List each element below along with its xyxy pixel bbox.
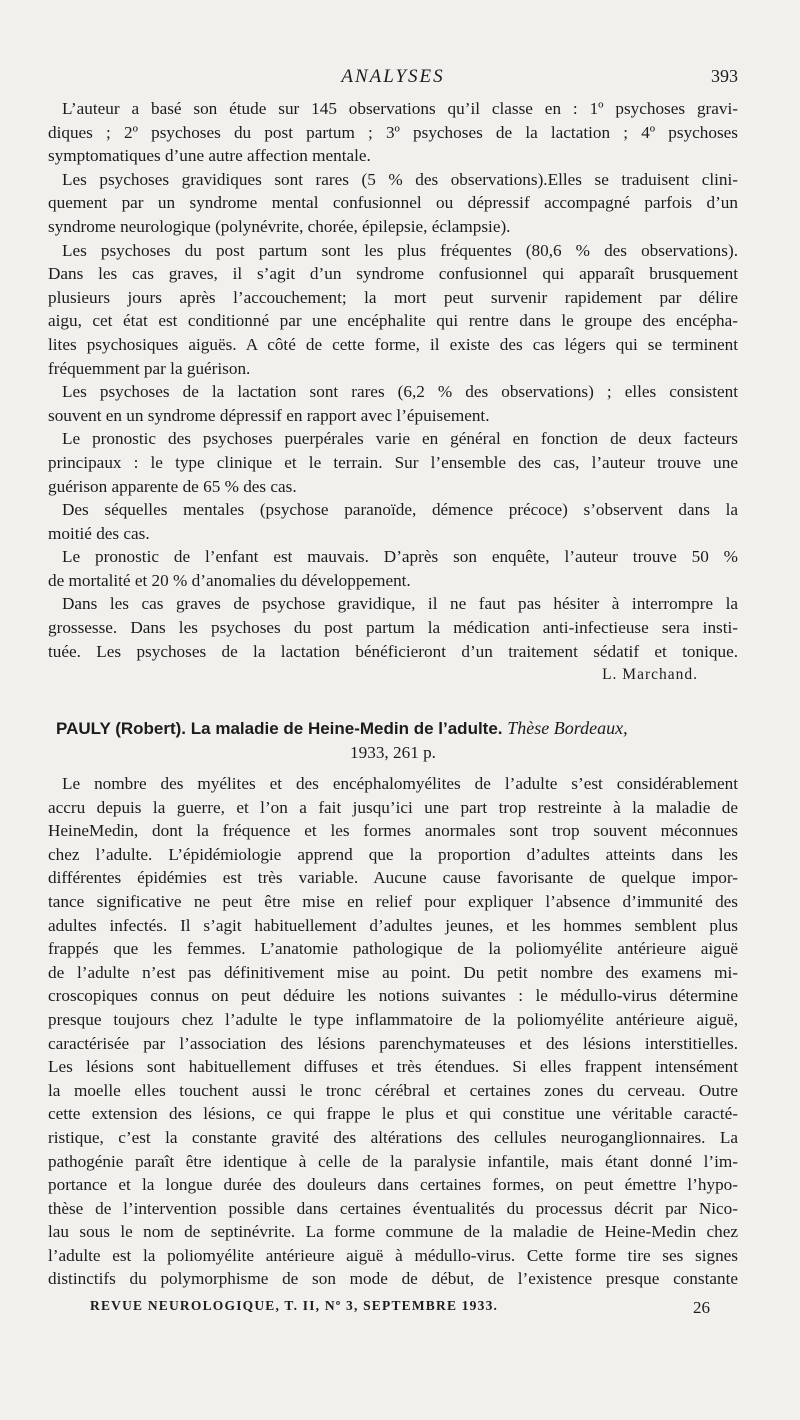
text-line: presque toujours chez l’adulte le type inflammatoire de la poliomyélite antérieure aiguë, bbox=[48, 1009, 738, 1029]
text-line: la moelle elles touchent aussi le tronc cérébral et certaines zones du cerveau. Outre bbox=[48, 1080, 738, 1100]
text-line: moitié des cas. bbox=[48, 523, 150, 543]
author-name: PAULY (Robert). bbox=[56, 719, 187, 738]
text-line: guérison apparente de 65 % des cas. bbox=[48, 476, 297, 496]
text-line: syndrome neurologique (polynévrite, chorée, épilepsie, éclampsie). bbox=[48, 216, 511, 236]
text-line: fréquemment par la guérison. bbox=[48, 358, 251, 378]
text-line: thèse de l’intervention possible dans certaines éventualités du processus décrit par Nico- bbox=[48, 1198, 738, 1218]
review-psychoses-puerperales bbox=[48, 97, 738, 687]
text-line: Le pronostic de l’enfant est mauvais. D’après son enquête, l’auteur trouve 50 % bbox=[62, 547, 738, 567]
text-line: chez l’adulte. L’épidémiologie apprend que la proportion d’adultes atteints dans les bbox=[48, 844, 738, 864]
text-line: frappés que les femmes. L’anatomie pathologique de la poliomyélite antérieure aiguë bbox=[48, 939, 738, 959]
text-line: Des séquelles mentales (psychose paranoïde, démence précoce) s’observent dans la bbox=[62, 500, 738, 520]
text-line: L’auteur a basé son étude sur 145 observations qu’il classe en : 1º psychoses gravi- bbox=[62, 99, 738, 118]
text-line: l’adulte est la poliomyélite antérieure aiguë à médullo-virus. Cette forme tire ses signes bbox=[48, 1245, 738, 1265]
signature-number: 26 bbox=[693, 1298, 710, 1317]
text-line: caractérisée par l’association des lésions parenchymateuses et des lésions interstitielles. bbox=[48, 1033, 738, 1053]
running-title: ANALYSES bbox=[341, 66, 445, 87]
page-number: 393 bbox=[711, 66, 738, 86]
text-line: portance et la longue durée des douleurs dans certaines formes, on peut émettre l’hypo- bbox=[48, 1175, 738, 1195]
text-line: de mortalité et 20 % d’anomalies du développement. bbox=[48, 570, 411, 590]
text-line: accru depuis la guerre, et l’on a fait jusqu’ici une part trop restreinte à la maladie de bbox=[48, 797, 738, 817]
text-line: HeineMedin, dont la fréquence et les formes anormales sont trop souvent méconnues bbox=[48, 821, 738, 841]
text-line: Les psychoses du post partum sont les plus fréquentes (80,6 % des observations). bbox=[62, 240, 738, 260]
text-line: de l’adulte n’est pas définitivement mise au point. Du petit nombre des examens mi- bbox=[48, 962, 738, 982]
text-line: lites psychosiques aiguës. A côté de cette forme, il existe des cas légers qui se terminent bbox=[48, 334, 738, 354]
text-line: croscopiques connus on peut déduire les notions suivantes : le médullo-virus détermine bbox=[48, 986, 738, 1006]
text-line: principaux : le type clinique et le terrain. Sur l’ensemble des cas, l’auteur trouve une bbox=[48, 452, 738, 472]
review-heading bbox=[48, 715, 738, 765]
text-line: plusieurs jours après l’accouchement; la mort peut survenir rapidement par délire bbox=[48, 287, 738, 307]
text-line: diques ; 2º psychoses du post partum ; 3º psychoses de la lactation ; 4º psychoses bbox=[48, 122, 738, 142]
text-line: pathogénie paraît être identique à celle de la paralysie infantile, mais étant donné l’im- bbox=[48, 1151, 738, 1171]
signature: L. Marchand. bbox=[602, 666, 698, 684]
text-line: Le pronostic des psychoses puerpérales varie en général en fonction de deux facteurs bbox=[62, 429, 738, 449]
text-line: Les lésions sont habituellement diffuses et très étendues. Si elles frappent intensément bbox=[48, 1057, 738, 1077]
running-header bbox=[48, 66, 738, 92]
heading-line-2: 1933, 261 p. bbox=[350, 743, 436, 762]
text-line: tuée. Les psychoses de la lactation bénéficieront d’un traitement sédatif et tonique. bbox=[48, 641, 738, 661]
text-line: aigu, cet état est conditionné par une encéphalite qui rentre dans le groupe des encépha- bbox=[48, 311, 738, 331]
text-line: ristique, c’est la constante gravité des altérations des cellules neuroganglionnaires. La bbox=[48, 1127, 738, 1147]
text-line: Le nombre des myélites et des encéphalomyélites de l’adulte s’est considérablement bbox=[62, 774, 738, 793]
text-line: distinctifs du polymorphisme de son mode de début, de l’existence presque constante bbox=[48, 1269, 738, 1289]
text-line: Les psychoses de la lactation sont rares (6,2 % des observations) ; elles consistent bbox=[62, 382, 738, 402]
review-heine-medin bbox=[48, 772, 738, 1291]
text-line: Dans les cas graves, il s’agit d’un syndrome confusionnel qui apparaît brusquement bbox=[48, 264, 738, 284]
text-line: adultes infectés. Il s’agit habituellement d’adultes jeunes, et les hommes semblent plus bbox=[48, 915, 738, 935]
work-source: Thèse Bordeaux, bbox=[507, 718, 628, 738]
text-line: lau sous le nom de septinévrite. La forme commune de la maladie de Heine-Medin chez bbox=[48, 1222, 738, 1242]
text-line: quement par un syndrome mental confusionnel ou dépressif accompagné parfois d’un bbox=[48, 193, 738, 213]
text-line: cette extension des lésions, ce qui frappe le plus et qui constitue une véritable caracté- bbox=[48, 1104, 738, 1124]
text-line: Les psychoses gravidiques sont rares (5 % des observations).Elles se traduisent clini- bbox=[62, 169, 738, 189]
work-title: La maladie de Heine-Medin de l’adulte. bbox=[190, 719, 503, 738]
text-line: tance significative ne peut être mise en relief pour expliquer l’absence d’immunité des bbox=[48, 891, 738, 911]
page-footer bbox=[90, 1298, 710, 1320]
heading-line-1 bbox=[48, 715, 738, 741]
text-line: grossesse. Dans les psychoses du post partum la médication anti-infectieuse sera insti- bbox=[48, 618, 738, 638]
journal-reference: REVUE NEUROLOGIQUE, T. II, Nº 3, SEPTEMBRE 1933. bbox=[90, 1298, 499, 1313]
text-line: souvent en un syndrome dépressif en rapport avec l’épuisement. bbox=[48, 405, 490, 425]
text-line: Dans les cas graves de psychose gravidique, il ne faut pas hésiter à interrompre la bbox=[62, 594, 738, 614]
text-line: différentes épidémies est très variable. Aucune cause favorisante de quelque impor- bbox=[48, 868, 738, 888]
text-line: symptomatiques d’une autre affection mentale. bbox=[48, 146, 371, 166]
